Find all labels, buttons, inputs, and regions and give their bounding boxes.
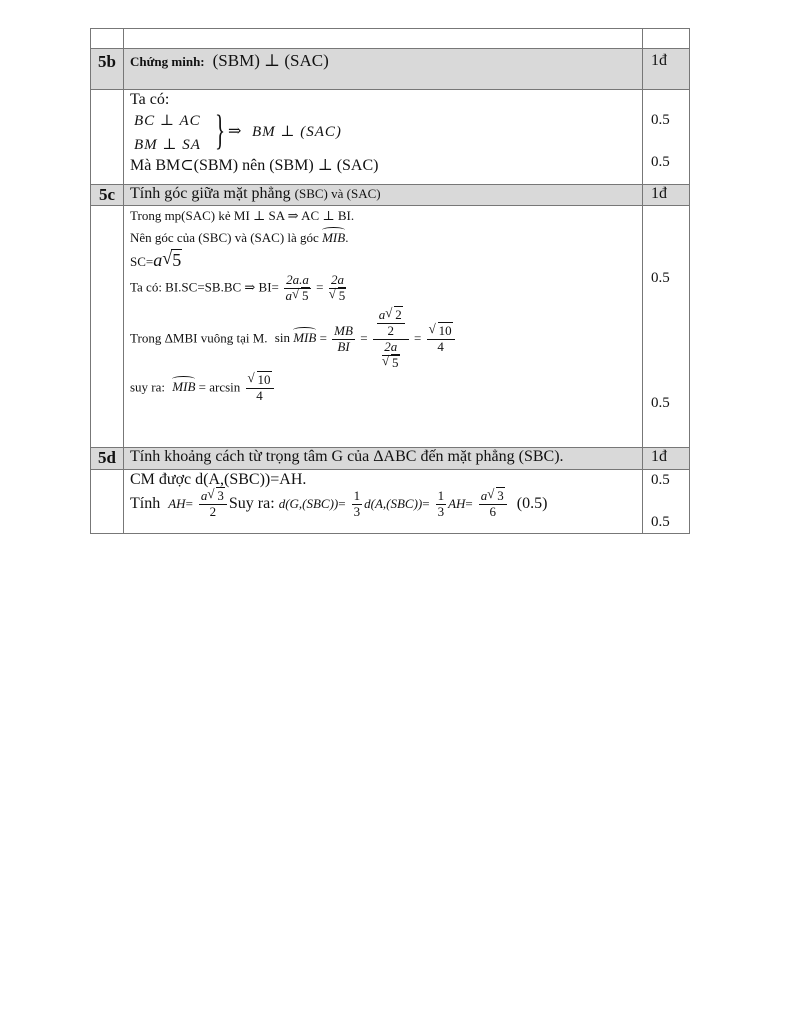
section-5b-header: [91, 49, 690, 90]
heading-math: (SBM) ⊥ (SAC): [212, 51, 329, 70]
heading-label: Chứng minh:: [130, 54, 205, 69]
arcsin-line: suy ra: MIB = arcsin √ $\frac{10}{4}$: [130, 373, 636, 404]
conclusion-line: Mà BM⊂(SBM) nên (SBM) ⊥ (SAC): [130, 157, 379, 174]
section-heading: Tính khoảng cách từ trọng tâm G của ΔABC đến mặt phẳng (SBC).: [124, 448, 643, 470]
cm-line: CM được d(A,(SBC))=AH.: [130, 471, 307, 488]
score: 0.5: [651, 514, 670, 530]
angle-mib: MIB: [293, 330, 317, 346]
sin-line: Trong ΔMBI vuông tại M. sin MIB = $\frac{MB}{BI}$ = $\frac{a√ 2}{2}$ 2a √ 5 = √ $\frac{10}{4}$: [130, 308, 636, 371]
right-brace-icon: }: [215, 108, 226, 154]
score: 0.5: [651, 395, 670, 411]
fraction: $\frac{a√ 3}{6}$: [479, 489, 507, 520]
fraction: $\frac{1}{3}$: [437, 488, 445, 519]
system-line-1: BC ⊥ AC: [134, 113, 201, 129]
fraction: 2a √ 5: [329, 273, 347, 304]
section-number: 5d: [91, 448, 124, 470]
section-points: 1đ: [643, 185, 690, 206]
angle-mib: MIB: [322, 230, 346, 245]
fraction: $\frac{2a.a}{a√ 5}$: [284, 273, 311, 304]
fraction: $\frac{1}{3}$: [353, 488, 361, 519]
score: 0.5: [651, 112, 670, 128]
section-5b-body: [91, 90, 690, 185]
section-5c-body: [91, 206, 690, 448]
construction-line: Trong mp(SAC) kẻ MI ⊥ SA ⇒ AC ⊥ BI.: [130, 208, 355, 223]
heading-text: Tính góc giữa mặt phẳng: [130, 185, 291, 202]
fraction: $\frac{a√ 3}{2}$: [199, 489, 227, 520]
compound-fraction: $\frac{a√ 2}{2}$ 2a √ 5: [373, 308, 409, 371]
score: 0.5: [651, 472, 670, 488]
answer-key-sheet: [90, 28, 689, 534]
section-heading: [124, 185, 643, 206]
score: 0.5: [651, 270, 670, 286]
fraction: √ $\frac{10}{4}$: [246, 373, 274, 404]
section-5c-header: [91, 185, 690, 206]
sqrt-5: √ 5: [162, 250, 182, 271]
answer-key-table: [90, 28, 690, 534]
section-points: 1đ: [643, 49, 690, 90]
section-5d-header: [91, 448, 690, 470]
angle-mib: MIB: [172, 379, 196, 395]
ta-co-label: Ta có:: [130, 91, 170, 108]
distance-line: Tính AH= $\frac{a√ 3}{2}$ Suy ra: d(G,(SBC))= $\frac{1}{3}$ d(A,(SBC))= $\frac{1}{3}$ AH= $\frac{a√ 3}{6}$ (0.5): [130, 489, 636, 520]
section-number: 5b: [91, 49, 124, 90]
section-5d-body: [91, 470, 690, 534]
score: 0.5: [651, 154, 670, 170]
system-result: BM ⊥ (SAC): [252, 124, 342, 140]
system-line-2: BM ⊥ SA: [134, 137, 201, 153]
implication-system: [130, 109, 636, 153]
heading-planes: (SBC) và (SAC): [294, 186, 381, 201]
implies-arrow: ⇒: [228, 123, 242, 140]
fraction: $\frac{MB}{BI}$: [334, 322, 353, 354]
fraction: √ $\frac{10}{4}$: [427, 324, 455, 355]
bi-line: Ta có: BI.SC=SB.BC ⇒ BI= $\frac{2a.a}{a√ 5}$ = 2a √ 5: [130, 273, 636, 304]
section-heading: [124, 49, 643, 90]
section-points: 1đ: [643, 448, 690, 470]
blank-row: [91, 29, 690, 49]
section-number: 5c: [91, 185, 124, 206]
sc-line: SC=a√ 5: [130, 250, 636, 271]
angle-line: Nên góc của (SBC) và (SAC) là góc MIB.: [130, 230, 349, 245]
